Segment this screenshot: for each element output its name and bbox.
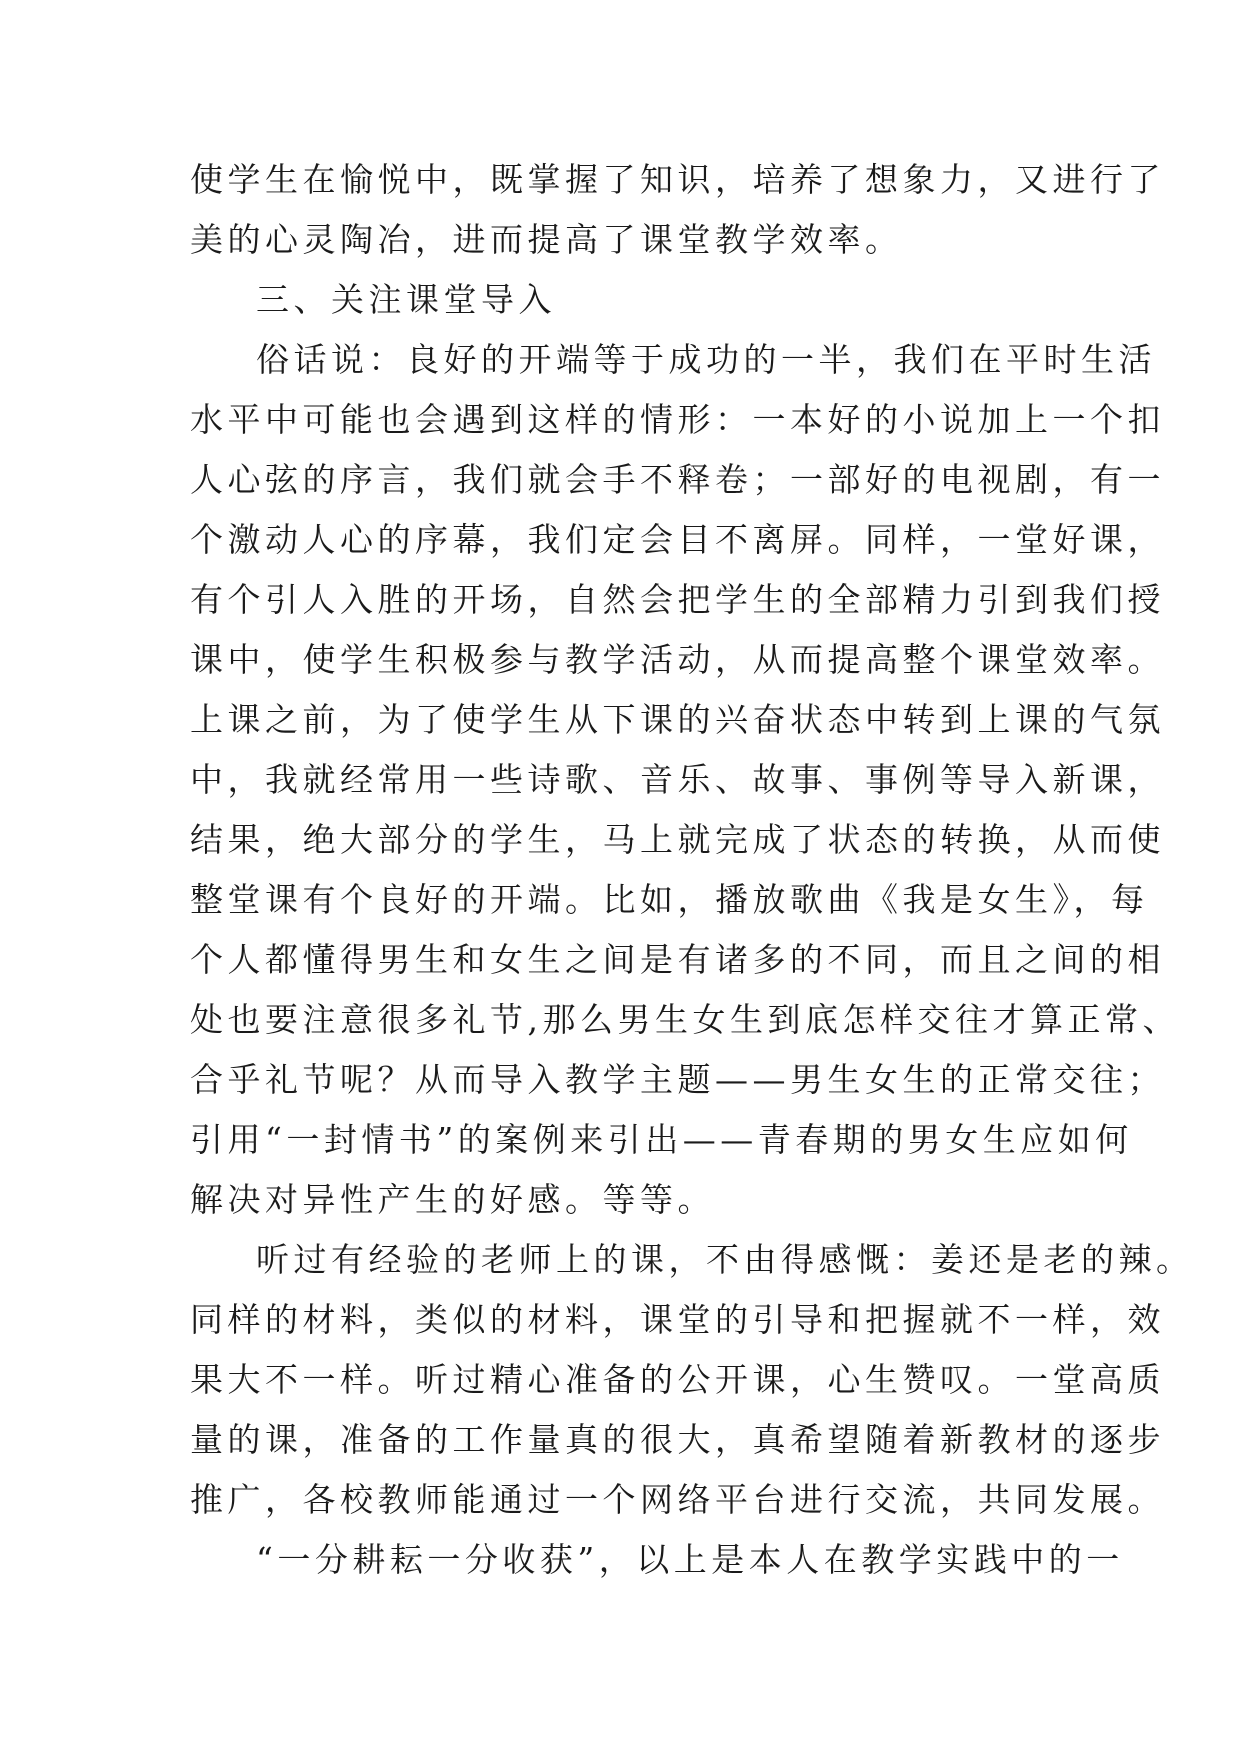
text-line: 解决对异性产生的好感。等等。	[190, 1180, 715, 1219]
text-line: 使学生在愉悦中，既掌握了知识，培养了想象力，又进行了	[190, 160, 1165, 199]
text-line: 个人都懂得男生和女生之间是有诸多的不同，而且之间的相	[190, 940, 1165, 979]
text-line: 处也要注意很多礼节,那么男生女生到底怎样交往才算正常、	[190, 1000, 1180, 1039]
text-line: 课中，使学生积极参与教学活动，从而提高整个课堂效率。	[190, 640, 1165, 679]
text-line: 水平中可能也会遇到这样的情形：一本好的小说加上一个扣	[190, 400, 1165, 439]
text-line: 有个引人入胜的开场，自然会把学生的全部精力引到我们授	[190, 580, 1165, 619]
section-heading: 三、关注课堂导入	[256, 280, 556, 319]
text-line: 量的课，准备的工作量真的很大，真希望随着新教材的逐步	[190, 1420, 1165, 1459]
text-line: 美的心灵陶冶，进而提高了课堂教学效率。	[190, 220, 903, 259]
text-line: 引用“一封情书”的案例来引出——青春期的男女生应如何	[190, 1120, 1133, 1159]
text-line: 果大不一样。听过精心准备的公开课，心生赞叹。一堂高质	[190, 1360, 1165, 1399]
paragraph-start: “一分耕耘一分收获”，以上是本人在教学实践中的一	[256, 1540, 1124, 1579]
text-line: 中，我就经常用一些诗歌、音乐、故事、事例等导入新课，	[190, 760, 1165, 799]
body-text	[190, 150, 1194, 1590]
text-line: 合乎礼节呢？从而导入教学主题——男生女生的正常交往；	[190, 1060, 1165, 1099]
paragraph-start: 俗话说：良好的开端等于成功的一半，我们在平时生活	[256, 340, 1156, 379]
text-line: 推广，各校教师能通过一个网络平台进行交流，共同发展。	[190, 1480, 1165, 1519]
text-line: 上课之前，为了使学生从下课的兴奋状态中转到上课的气氛	[190, 700, 1165, 739]
text-line: 整堂课有个良好的开端。比如，播放歌曲《我是女生》，每	[190, 880, 1149, 919]
text-line: 结果，绝大部分的学生，马上就完成了状态的转换，从而使	[190, 820, 1165, 859]
text-line: 同样的材料，类似的材料，课堂的引导和把握就不一样，效	[190, 1300, 1165, 1339]
text-line: 人心弦的序言，我们就会手不释卷；一部好的电视剧，有一	[190, 460, 1165, 499]
text-line: 个激动人心的序幕，我们定会目不离屏。同样，一堂好课，	[190, 520, 1165, 559]
paragraph-start: 听过有经验的老师上的课，不由得感慨：姜还是老的辣。	[256, 1240, 1194, 1279]
